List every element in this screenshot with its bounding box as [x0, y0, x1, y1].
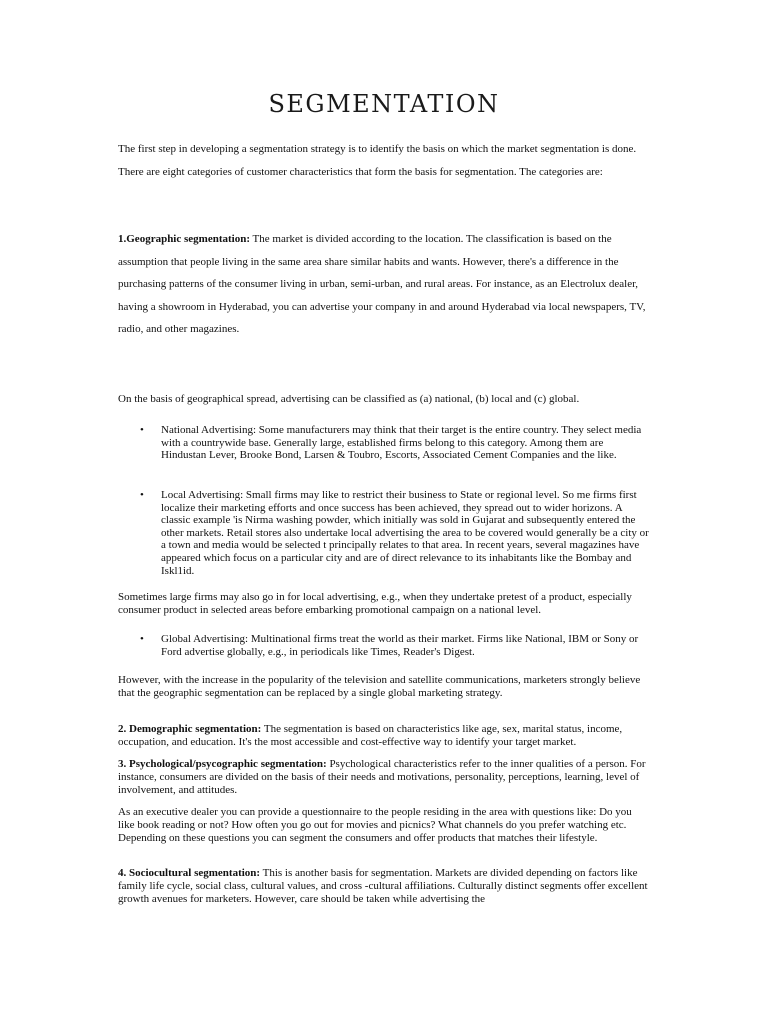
- bullet-marker-local: •: [140, 489, 144, 501]
- geographic-paragraph: [118, 228, 648, 341]
- spread-intro-paragraph: On the basis of geographical spread, advertising can be classified as (a) national, (b) local and (c) global.: [118, 393, 580, 405]
- sociocultural-heading: 4. Sociocultural segmentation:: [118, 867, 261, 879]
- geographic-heading: 1.Geographic segmentation:: [118, 233, 250, 245]
- sociocultural-paragraph: [118, 867, 648, 906]
- executive-paragraph: As an executive dealer you can provide a questionnaire to the people residing in the area with questions like: Do you like book reading or not? How often you go out for movies and picnics? What channels do you prefer watching etc. Depending on these questions you can segment the consumers and offer products that matches their lifestyle.: [118, 806, 632, 844]
- intro-paragraph: The first step in developing a segmentation strategy is to identify the basis on which the market segmentation is done. There are eight categories of customer characteristics that form the basis for segmentation. The categories are:: [118, 143, 637, 178]
- bullet-marker-global: •: [140, 633, 144, 645]
- demographic-text: The segmentation is based on characteristics like age, sex, marital status, income, occupation, and education. It's the most accessible and cost-effective way to identify your target market.: [118, 723, 623, 748]
- bullet-global-advertising: Global Advertising: Multinational firms treat the world as their market. Firms like National, IBM or Sony or Ford advertise globally, e.g., in periodicals like Times, Reader's Digest.: [161, 633, 639, 658]
- page-title: SEGMENTATION: [268, 90, 500, 118]
- psychological-text: Psychological characteristics refer to the inner qualities of a person. For instance, consumers are divided on the basis of their needs and motivations, personality, perceptions, learning, level of involvement, and attitudes.: [118, 758, 646, 796]
- bullet-local-advertising: Local Advertising: Small firms may like to restrict their business to State or regional level. So me firms first localize their marketing efforts and once success has been achieved, they spread out to wider horizons. A classic example 'is Nirma washing powder, which initially was sold in Gujarat and subsequently entered the other markets. Retail stores also undertake local advertising the area to be covered would generally be a city or a town and media would be selected t principally relates to that area. In recent years, several magazines have appeared which focus on a particular city and are of direct relevance to its inhabitants like the Bombay and Iskl1id.: [161, 489, 649, 577]
- however-paragraph: However, with the increase in the popularity of the television and satellite communications, marketers strongly believe that the geographic segmentation can be replaced by a single global marketing strategy.: [118, 674, 641, 699]
- psychological-paragraph: [118, 758, 648, 797]
- psychological-heading: 3. Psychological/psycographic segmentation:: [118, 758, 327, 770]
- demographic-paragraph: [118, 723, 648, 749]
- demographic-heading: 2. Demographic segmentation:: [118, 723, 262, 735]
- sociocultural-text: This is another basis for segmentation. Markets are divided depending on factors like family life cycle, social class, cultural values, and cross -cultural affiliations. Culturally distinct segments offer excellent growth avenues for marketers. However, care should be taken while advertising the: [118, 867, 648, 905]
- bullet-national-advertising: National Advertising: Some manufacturers may think that their target is the entire country. They select media with a countrywide base. Generally large, established firms belong to this category. Among them are Hindustan Lever, Brooke Bond, Larsen & Toubro, Escorts, Associated Cement Companies and the like.: [161, 424, 642, 462]
- bullet-marker-national: •: [140, 424, 144, 436]
- large-firms-paragraph: Sometimes large firms may also go in for local advertising, e.g., when they undertake pretest of a product, especially consumer product in selected areas before embarking promotional campaign on a national level.: [118, 591, 632, 616]
- geographic-text: The market is divided according to the location. The classification is based on the assumption that people living in the same area share similar habits and wants. However, there's a difference in the purchasing patterns of the consumer living in urban, semi-urban, and rural areas. For instance, as an Electrolux dealer, having a showroom in Hyderabad, you can advertise your company in and around Hyderabad via local newspapers, TV, radio, and other magazines.: [118, 233, 646, 335]
